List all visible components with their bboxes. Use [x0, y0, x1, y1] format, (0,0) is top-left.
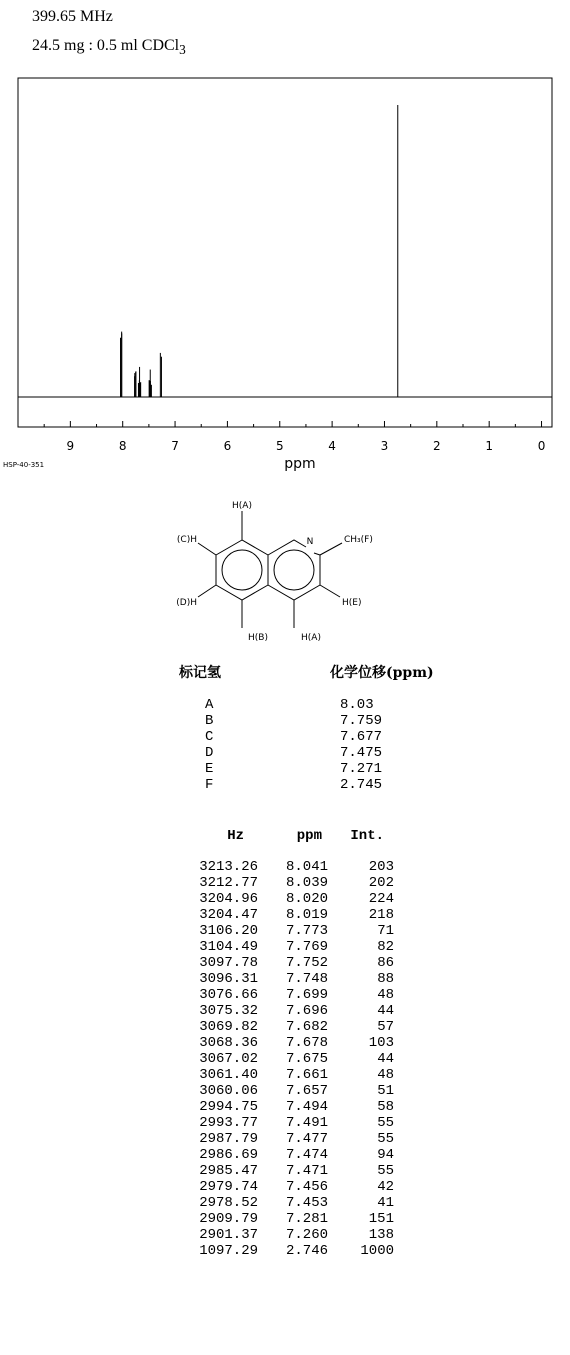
- peak-ppm: 8.041: [285, 859, 328, 875]
- x-tick-label: 1: [485, 439, 493, 453]
- table-row: [190, 987, 394, 1003]
- header-int: Int.: [350, 828, 384, 844]
- peak-ppm: 7.678: [285, 1035, 328, 1051]
- table-row: [190, 1115, 394, 1131]
- sample-text: 24.5 mg : 0.5 ml CDCl: [32, 37, 180, 54]
- peak-int: 58: [377, 1099, 394, 1115]
- atom-label-top: H(A): [232, 501, 252, 511]
- peak-int: 44: [377, 1051, 394, 1067]
- peak-ppm: 7.696: [285, 1003, 328, 1019]
- peak-ppm: 7.752: [285, 955, 328, 971]
- peak-int: 44: [377, 1003, 394, 1019]
- table-row: [190, 1243, 394, 1259]
- table-row: [190, 955, 394, 971]
- header-ppm: ppm: [296, 828, 322, 844]
- peak-ppm: 7.477: [285, 1131, 328, 1147]
- assignment-row: [205, 745, 420, 761]
- peak-int: 94: [377, 1147, 394, 1163]
- peak-int: 224: [368, 891, 394, 907]
- table-row: [190, 907, 394, 923]
- peak-int: 203: [368, 859, 394, 875]
- peak-table-header: [190, 827, 394, 845]
- peak-table-body: [190, 859, 394, 1259]
- peak-int: 71: [377, 923, 394, 939]
- peak-hz: 2986.69: [199, 1147, 258, 1163]
- assignment-row: [205, 761, 420, 777]
- assignment-label: A: [205, 697, 214, 713]
- peak-int: 41: [377, 1195, 394, 1211]
- table-row: [190, 859, 394, 875]
- assignment-shift: 8.03: [340, 697, 374, 713]
- peak-ppm: 7.675: [285, 1051, 328, 1067]
- table-row: [190, 971, 394, 987]
- x-tick-label: 3: [380, 439, 389, 453]
- peak-ppm: 7.453: [285, 1195, 328, 1211]
- peak-int: 55: [377, 1131, 394, 1147]
- peak-hz: 3204.47: [199, 907, 258, 923]
- peak-ppm: 7.456: [285, 1179, 328, 1195]
- x-axis-ticks: [44, 421, 545, 453]
- peak-int: 57: [377, 1019, 394, 1035]
- peak-hz: 3204.96: [199, 891, 258, 907]
- assignment-shift: 7.677: [340, 729, 383, 745]
- peak-ppm: 7.471: [285, 1163, 328, 1179]
- peak-int: 88: [377, 971, 394, 987]
- assignment-row: [205, 729, 420, 745]
- peak-hz: 3060.06: [199, 1083, 258, 1099]
- peak-ppm: 8.039: [285, 875, 328, 891]
- peak-int: 55: [377, 1115, 394, 1131]
- table-row: [190, 1051, 394, 1067]
- peak-int: 138: [368, 1227, 394, 1243]
- peak-hz: 2978.52: [199, 1195, 258, 1211]
- table-row: [190, 1099, 394, 1115]
- atom-label-methyl: CH₃(F): [344, 535, 373, 545]
- table-row: [190, 1147, 394, 1163]
- peak-hz: 3212.77: [199, 875, 258, 891]
- peak-hz: 3075.32: [199, 1003, 258, 1019]
- peak-ppm: 7.657: [285, 1083, 328, 1099]
- assignment-shift: 7.271: [340, 761, 383, 777]
- x-tick-label: 2: [433, 439, 441, 453]
- table-row: [190, 1227, 394, 1243]
- peak-ppm: 7.699: [285, 987, 328, 1003]
- peak-hz: 3068.36: [199, 1035, 258, 1051]
- spectrum-peaks: [121, 105, 398, 397]
- assignment-table: [205, 697, 420, 793]
- table-row: [190, 1019, 394, 1035]
- peak-ppm: 7.682: [285, 1019, 328, 1035]
- peak-ppm: 8.020: [285, 891, 328, 907]
- table-row: [190, 1163, 394, 1179]
- table-row: [190, 1211, 394, 1227]
- x-tick-label: 5: [275, 439, 284, 453]
- peak-hz: 2985.47: [199, 1163, 258, 1179]
- header-hz: Hz: [227, 828, 244, 844]
- bond-lower-left: [198, 585, 216, 597]
- peak-int: 151: [368, 1211, 394, 1227]
- peak-hz: 1097.29: [199, 1243, 258, 1259]
- x-tick-label: 9: [66, 439, 75, 453]
- pyridine-aromatic-circle: [274, 550, 314, 590]
- x-tick-label: 6: [223, 439, 232, 453]
- assignment-label: E: [205, 761, 214, 777]
- assignment-shift: 2.745: [340, 777, 383, 793]
- table-row: [190, 1035, 394, 1051]
- peak-int: 42: [377, 1179, 394, 1195]
- peak-hz: 2987.79: [199, 1131, 258, 1147]
- table-row: [190, 1067, 394, 1083]
- peak-hz: 3213.26: [199, 859, 258, 875]
- peak-int: 55: [377, 1163, 394, 1179]
- table-row: [190, 939, 394, 955]
- peak-ppm: 7.494: [285, 1099, 328, 1115]
- peak-int: 48: [377, 1067, 394, 1083]
- nmr-spectrum-chart: [0, 0, 570, 460]
- table-row: [190, 923, 394, 939]
- peak-ppm: 7.260: [285, 1227, 328, 1243]
- peak-hz: 2979.74: [199, 1179, 258, 1195]
- peak-int: 82: [377, 939, 394, 955]
- bond-methyl: [320, 543, 342, 555]
- peak-int: 103: [368, 1035, 394, 1051]
- peak-ppm: 7.769: [285, 939, 328, 955]
- assignment-header-shift: 化学位移(ppm): [330, 665, 434, 681]
- peak-ppm: 7.748: [285, 971, 328, 987]
- peak-hz: 2909.79: [199, 1211, 258, 1227]
- peak-ppm: 7.281: [285, 1211, 328, 1227]
- pyridine-ring-bottom: [268, 553, 320, 600]
- peak-ppm: 7.773: [285, 923, 328, 939]
- peak-hz: 3096.31: [199, 971, 258, 987]
- x-tick-label: 4: [328, 439, 336, 453]
- peak-int: 202: [368, 875, 394, 891]
- assignment-label: C: [205, 729, 214, 745]
- assignment-label: F: [205, 777, 214, 793]
- assignment-shift: 7.475: [340, 745, 383, 761]
- peak-int: 86: [377, 955, 394, 971]
- peak-table: [190, 827, 394, 1259]
- bond-right: [320, 585, 340, 597]
- atom-label-lower-left: (D)H: [176, 598, 197, 608]
- atom-label-upper-left: (C)H: [176, 535, 197, 545]
- assignment-header-label: 标记氢: [179, 665, 221, 681]
- peak-hz: 3061.40: [199, 1067, 258, 1083]
- peak-int: 1000: [360, 1243, 394, 1259]
- table-row: [190, 1195, 394, 1211]
- benzene-ring: [216, 540, 268, 600]
- table-row: [190, 1003, 394, 1019]
- peak-hz: 2994.75: [199, 1099, 258, 1115]
- assignment-label: B: [205, 713, 214, 729]
- peak-ppm: 7.474: [285, 1147, 328, 1163]
- bond-upper-left: [198, 543, 216, 555]
- sample-subscript: 3: [179, 42, 186, 58]
- table-row: [190, 1131, 394, 1147]
- peak-hz: 3076.66: [199, 987, 258, 1003]
- benzene-aromatic-circle: [222, 550, 262, 590]
- peak-hz: 3097.78: [199, 955, 258, 971]
- peak-ppm: 8.019: [285, 907, 328, 923]
- assignment-shift: 7.759: [340, 713, 383, 729]
- peak-hz: 3104.49: [199, 939, 258, 955]
- x-tick-label: 7: [171, 439, 179, 453]
- x-tick-label: 0: [537, 439, 546, 453]
- peak-hz: 3067.02: [199, 1051, 258, 1067]
- assignment-row: [205, 777, 420, 793]
- pyridine-ring-top: [268, 540, 306, 555]
- peak-hz: 2993.77: [199, 1115, 258, 1131]
- atom-label-bottom-right: H(A): [301, 633, 321, 643]
- atom-label-right: H(E): [342, 598, 362, 608]
- table-row: [190, 875, 394, 891]
- x-tick-label: 8: [118, 439, 127, 453]
- peak-ppm: 2.746: [285, 1243, 328, 1259]
- atom-label-nitrogen: N: [306, 537, 314, 547]
- peak-hz: 3106.20: [199, 923, 258, 939]
- spectrometer-frequency: 399.65 MHz: [32, 8, 113, 25]
- table-row: [190, 1083, 394, 1099]
- table-row: [190, 1179, 394, 1195]
- assignment-row: [205, 713, 420, 729]
- peak-int: 51: [377, 1083, 394, 1099]
- x-axis-label: ppm: [284, 456, 316, 472]
- assignment-label: D: [205, 745, 214, 761]
- peak-ppm: 7.661: [285, 1067, 328, 1083]
- peak-int: 48: [377, 987, 394, 1003]
- peak-hz: 2901.37: [199, 1227, 258, 1243]
- table-row: [190, 891, 394, 907]
- atom-label-bottom-left: H(B): [248, 633, 268, 643]
- catalog-id: HSP-40-351: [3, 461, 45, 469]
- peak-ppm: 7.491: [285, 1115, 328, 1131]
- peak-int: 218: [368, 907, 394, 923]
- peak-hz: 3069.82: [199, 1019, 258, 1035]
- plot-frame: [18, 78, 552, 427]
- assignment-row: [205, 697, 420, 713]
